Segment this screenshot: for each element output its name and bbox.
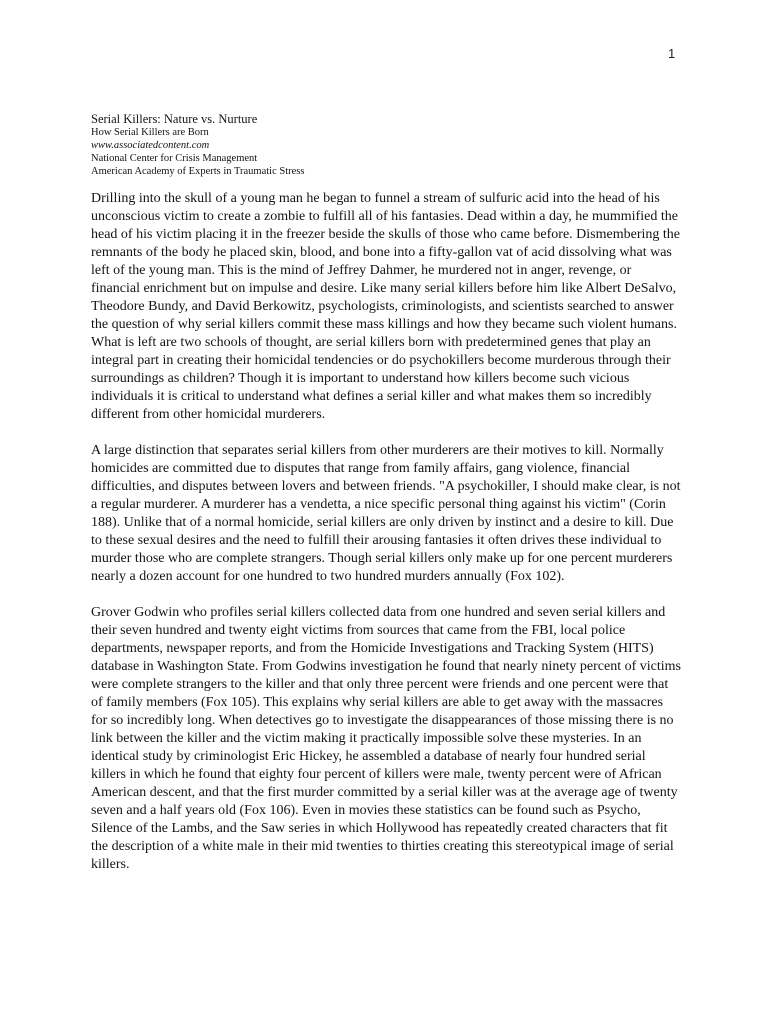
paragraph: A large distinction that separates serial killers from other murderers are their motives to kill. Normally homicides are committed due to disputes that range from family affairs, gang violence, financial difficulties, and disputes between lovers and between friends. "A psychokiller, I should make clear, is not a regular murderer. A murderer has a vendetta, a nice specific personal thing against his victim" (Corin 188). Unlike that of a normal homicide, serial killers are only driven by instinct and a desire to kill. Due to these sexual desires and the need to fulfill their arousing fantasies it often drives these individual to murder those who are complete strangers. Though serial killers only make up for one percent murderers nearly a dozen account for one hundred to two hundred murders annually (Fox 102). [91, 443, 681, 584]
source-line: American Academy of Experts in Traumatic Stress [91, 166, 305, 177]
document-title: Serial Killers: Nature vs. Nurture [91, 112, 258, 126]
paragraph: Grover Godwin who profiles serial killers collected data from one hundred and seven serial killers and their seven hundred and twenty eight victims from sources that came from the FBI, local police departments, newspaper reports, and from the Homicide Investigations and Tracking System (HITS) database in Washington State. From Godwins investigation he found that nearly ninety percent of victims were complete strangers to the killer and that only three percent were friends and one percent were that of family members (Fox 105). This explains why serial killers are able to get away with the massacres for so incredibly long. When detectives go to investigate the disappearances of those missing there is no link between the killer and the victim making it practically impossible solve these mysteries. In an identical study by criminologist Eric Hickey, he assembled a database of nearly four hundred serial killers in which he found that eighty four percent of killers were male, twenty percent were of African American descent, and that the first murder committed by a serial killer was at the average age of twenty seven and a half years old (Fox 106). Even in movies these statistics can be found such as Psycho, Silence of the Lambs, and the Saw series in which Hollywood has repeatedly created characters that fit the description of a white male in their mid twenties to thirties creating this stereotypical image of serial killers. [91, 605, 681, 872]
source-line: National Center for Crisis Management [91, 153, 258, 164]
source-line: How Serial Killers are Born [91, 127, 209, 138]
document-header [91, 112, 691, 178]
document-body [91, 190, 681, 892]
page-number: 1 [668, 46, 676, 61]
paragraph: Drilling into the skull of a young man he began to funnel a stream of sulfuric acid into the head of his unconscious victim to create a zombie to fulfill all of his fantasies. Dead within a day, he mummified the head of his victim placing it in the freezer beside the skulls of those who came before. Dismembering the remnants of the body he placed skin, blood, and bone into a fifty-gallon vat of acid dissolving what was left of the young man. This is the mind of Jeffrey Dahmer, he murdered not in anger, revenge, or financial enrichment but on impulse and desire. Like many serial killers before him like Albert DeSalvo, Theodore Bundy, and David Berkowitz, psychologists, criminologists, and scientists searched to answer the question of why serial killers commit these mass killings and how they became such violent humans. What is left are two schools of thought, are serial killers born with predetermined genes that play an integral part in creating their homicidal tendencies or do psychokillers become murderous through their surroundings as children? Though it is important to understand how killers become such vicious individuals it is critical to understand what defines a serial killer and what makes them so incredibly different from other homicidal murderers. [91, 191, 680, 422]
source-url: www.associatedcontent.com [91, 140, 210, 151]
